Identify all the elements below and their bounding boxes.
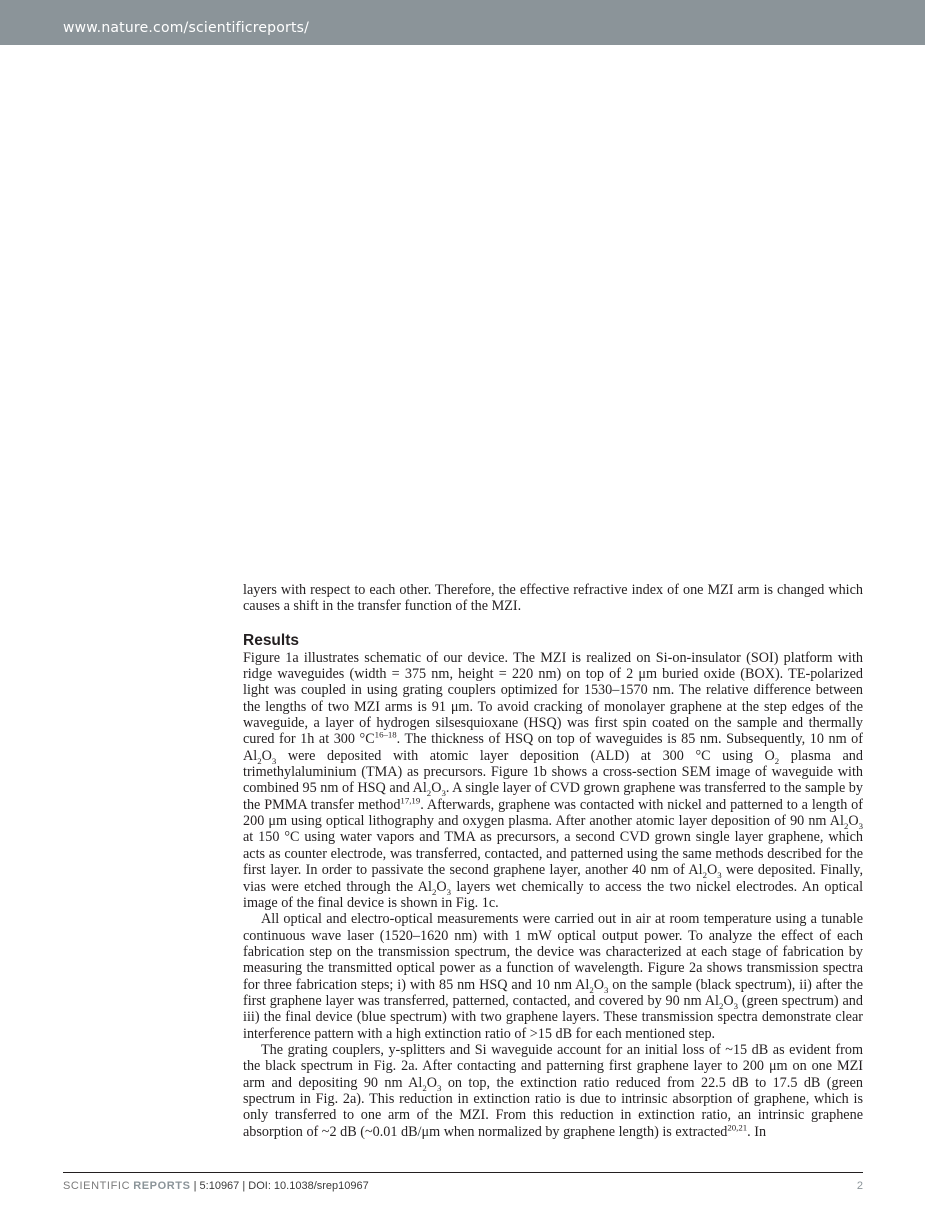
results-paragraph-3 (243, 1042, 863, 1140)
subscript: 2 (718, 1000, 724, 1011)
text-run: O (723, 992, 734, 1009)
text-run: were deposited. Finally, vias were etched through the Al (243, 862, 863, 895)
page-number: 2 (856, 1180, 863, 1192)
text-run: were deposited with atomic layer deposition (ALD) at 300 °C using O (276, 747, 775, 764)
page-footer (63, 1180, 863, 1194)
journal-header-bar (0, 0, 925, 45)
text-run: O (848, 813, 859, 830)
subscript: 3 (437, 1082, 442, 1093)
text-run: . The thickness of HSQ on top of waveguides is 85 nm. Subsequently, 10 nm of Al (243, 731, 863, 764)
text-run: on top, the extinction ratio reduced from 22.5 dB to 17.5 dB (green spectrum in Fig. 2a). This reduction in extinction ratio is due to intrinsic absorption of graphene, which is only transferred to one arm of the MZI. From this reduction in extinction ratio, an intrinsic graphene absorption of ~2 dB (~0.01 dB/μm when normalized by graphene length) is extracted (243, 1074, 863, 1140)
subscript: 3 (717, 869, 722, 880)
subscript: 2 (431, 886, 437, 897)
results-paragraph-1 (243, 650, 863, 912)
text-run: O (261, 747, 272, 764)
journal-name-part2: REPORTS (133, 1180, 191, 1192)
journal-name-part1: SCIENTIFIC (63, 1180, 131, 1192)
subscript: 3 (858, 820, 863, 831)
subscript: 3 (603, 984, 609, 995)
subscript: 2 (426, 788, 432, 799)
text-run: layers wet chemically to access the two nickel electrodes. An optical image of the final device is shown in Fig. 1c. (243, 878, 864, 911)
text-run: All optical and electro-optical measurements were carried out in air at room temperature using a tunable continuous wave laser (1520–1620 nm) with 1 mW optical output power. To analyze the effect of each fabrication step on the transmission spectrum, the device was characterized at each stage of fabrication by measuring the transmitted optical power as a function of wavelength. Figure 2a shows transmission spectra for three fabrication steps; i) with 85 nm HSQ and 10 nm Al (243, 911, 863, 993)
text-run: at 150 °C using water vapors and TMA as precursors, a second CVD grown single layer graphene, which acts as counter electrode, was transferred, contacted, and patterned using the same methods described for the first layer. In order to passivate the second graphene layer, another 40 nm of Al (243, 829, 863, 879)
subscript: 2 (422, 1082, 427, 1093)
subscript: 3 (446, 886, 452, 897)
text-run: . Afterwards, graphene was contacted with nickel and patterned to a length of 200 μm using optical lithography and oxygen plasma. After another atomic layer deposition of 90 nm Al (243, 796, 863, 830)
text-run: Figure 1a illustrates schematic of our device. The MZI is realized on Si-on-insulator (SOI) platform with ridge waveguides (width = 375 nm, height = 220 nm) on top of 2 μm buried oxide (BOX). TE-polarized light was coupled in using grating couplers optimized for 1530–1570 nm. The relative difference between the lengths of two MZI arms is 91 μm. To avoid cracking of monolayer graphene at the step edges of the waveguide, a layer of hydrogen silsesquioxane (HSQ) was first spin coated on the sample and thermally cured for 1h at 300 °C (243, 649, 863, 748)
citation-ref[interactable]: 16–18 (374, 729, 397, 740)
text-run: . In (747, 1123, 767, 1140)
journal-url[interactable]: www.nature.com/scientificreports/ (63, 20, 310, 36)
citation-ref[interactable]: 20,21 (727, 1121, 748, 1132)
text-run: . A single layer of CVD grown graphene was transferred to the sample by the PMMA transfer method (243, 780, 863, 813)
subscript: 2 (702, 869, 708, 880)
text-run: The grating couplers, y-splitters and Si waveguide account for an initial loss of ~15 dB as evident from the black spectrum in Fig. 2a. After contacting and patterning first graphene layer to 200 μm on one MZI arm and depositing 90 nm Al (243, 1041, 863, 1091)
subscript: 3 (733, 1000, 738, 1011)
subscript: 2 (774, 755, 780, 766)
text-run: O (707, 862, 718, 879)
article-body (243, 582, 863, 1140)
citation-ref[interactable]: 17,19 (400, 795, 421, 806)
section-heading-results: Results (243, 631, 299, 649)
text-run: O (436, 878, 447, 895)
subscript: 2 (843, 820, 849, 831)
footer-divider (63, 1172, 863, 1173)
text-run: O (431, 780, 442, 797)
text-run: O (426, 1074, 438, 1091)
text-run: O (593, 976, 604, 993)
results-paragraph-2 (243, 911, 863, 1042)
text-run: (green spectrum) and iii) the final device (blue spectrum) with two graphene layers. These transmission spectra demonstrate clear interference pattern with a high extinction ratio of >15 dB for each mentioned step. (243, 992, 863, 1042)
subscript: 3 (271, 755, 277, 766)
text-run: on the sample (black spectrum), ii) after the first graphene layer was transferred, patterned, contacted, and covered by 90 nm Al (243, 976, 863, 1009)
citation-info: | 5:10967 | DOI: 10.1038/srep10967 (190, 1180, 369, 1192)
subscript: 2 (589, 984, 594, 995)
text-run: plasma and trimethylaluminium (TMA) as precursors. Figure 1b shows a cross-section SEM image of waveguide with combined 95 nm of HSQ and Al (243, 747, 863, 797)
subscript: 2 (257, 755, 262, 766)
subscript: 3 (441, 788, 446, 799)
intro-paragraph: layers with respect to each other. Therefore, the effective refractive index of one MZI arm is changed which causes a shift in the transfer function of the MZI. (243, 582, 863, 615)
